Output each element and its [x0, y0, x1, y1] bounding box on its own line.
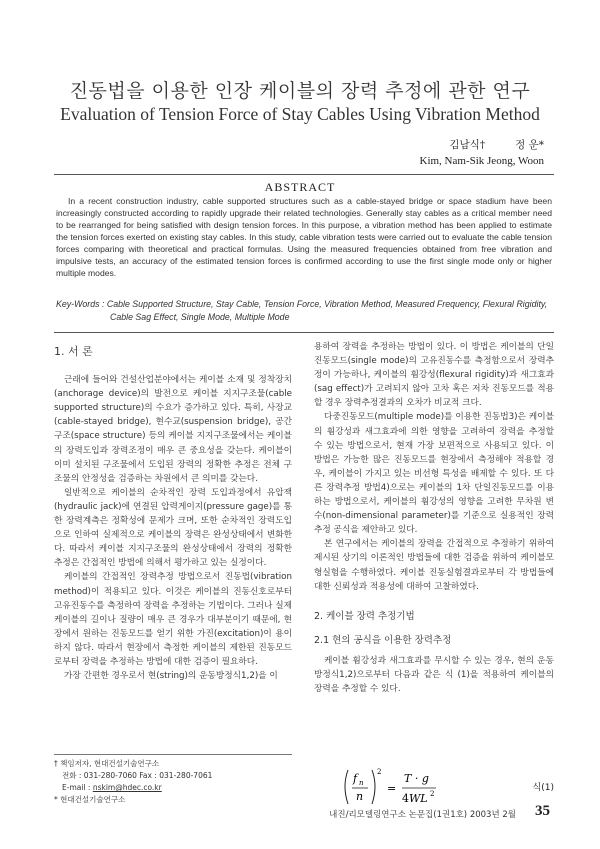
svg-text:f: f	[353, 772, 358, 785]
author-name-2-ko: 정 운*	[515, 139, 544, 151]
keywords-list: Cable Supported Structure, Stay Cable, Tension Force, Vibration Method, Measured Frequency, Flexural Rigidity, Cable Sag Effect, Single Mode, Multiple Mode	[106, 299, 548, 322]
left-column	[54, 340, 292, 683]
subsection-2-1-paragraph: 케이블 휨강성과 새그효과를 무시할 수 있는 경우, 현의 운동방정식1,2)으로부터 다음과 같은 식 (1)을 적용하여 케이블의 장력을 추정할 수 있다.	[314, 655, 554, 695]
footnote-affiliation: * 현대건설기술연구소	[54, 795, 126, 804]
abstract-top-rule	[54, 174, 554, 175]
svg-text:T · g: T · g	[404, 772, 429, 785]
svg-text:2: 2	[430, 790, 435, 798]
keywords-bottom-rule	[54, 332, 554, 333]
section-2-title: 2. 케이블 장력 추정기법	[314, 610, 415, 622]
paper-title-korean: 진동법을 이용한 인장 케이블의 장력 추정에 관한 연구	[69, 80, 531, 102]
abstract-text: In a recent construction industry, cable supported structures such as a cable-stayed bridge or space stadium have been increasingly constructed according to rapidly upgrade their related technologies. Generally stay cables as a critical member need to be rearranged for being satisfied with design tension forces. In this purpose, a vibration method has been applied to estimate the tension forces exerted on existing stay cables. In this study, cable vibration tests were carried out to evaluate the cable tension forces comparing with theoretical and practical formulas. Using the measured frequencies obtained from free vibration and impulsive tests, an accuracy of the estimated tension forces is confirmed according to use the first single mode only or higher multiple modes.	[56, 196, 552, 278]
intro-paragraph-5: 용하여 장력을 추정하는 방법이 있다. 이 방법은 케이블의 단일진동모드(single mode)의 고유진동수를 측정함으로서 장력추정이 가능하나, 케이블의 휨강성(flexural rigidity)과 새그효과(sag effect)가 고려되지 않아 고차 혹은 저차 진동모드를 적용할 경우 장력추정결과의 오차가 비교적 크다.	[314, 342, 554, 409]
svg-text:n: n	[356, 790, 364, 803]
author-names-en: Kim, Nam-Sik Jeong, Woon	[419, 155, 544, 167]
footnote-email-link[interactable]: nskim@hdec.co.kr	[92, 783, 162, 792]
author-name-1-ko: 김남식†	[449, 139, 486, 151]
keywords-block	[56, 298, 556, 324]
section-1-title: 1. 서 론	[54, 345, 93, 358]
equation-1-label: 식(1)	[532, 783, 554, 793]
intro-paragraph-7: 본 연구에서는 케이블의 장력을 간접적으로 추정하기 위하여 제시된 상기의 이론적인 방법들에 대한 검증을 위하여 케이블모형실험을 수행하였다. 케이블 진동실험결과로부터 각 방법들에 대한 신뢰성과 적용성에 대하여 고찰하였다.	[314, 539, 554, 592]
page-number: 35	[535, 803, 550, 819]
keywords-label: Key-Words :	[56, 299, 105, 309]
footnote-corresponding-author: † 책임저자, 현대건설기술연구소	[54, 759, 160, 768]
right-column	[314, 340, 554, 696]
journal-footer: 내진/리모델링연구소 논문집(1권1호) 2003년 2월	[329, 810, 516, 820]
svg-text:4WL: 4WL	[402, 792, 428, 805]
svg-text:2: 2	[377, 768, 382, 776]
intro-paragraph-1: 근래에 들어와 건설산업분야에서는 케이블 소재 및 정착장치(anchorage device)의 발전으로 케이블 지지구조물(cable supported structure)의 수요가 증가하고 있다. 특히, 사장교(cable-stayed bridge), 현수교(suspension bridge), 공간구조(space structure) 등의 케이블 지지구조물에서는 케이블의 장력도입과 장력조정이 매우 큰 중요성을 갖는다. 케이블이 이미 설치된 구조물에서 도입된 장력의 정확한 추정은 전체 구조물의 안정성을 검증하는 차원에서 큰 의미를 갖는다.	[54, 375, 292, 484]
footnote-email-label: E-mail :	[62, 783, 93, 792]
equation-1-formula	[340, 764, 490, 814]
abstract-heading: ABSTRACT	[264, 180, 336, 194]
footnote-phone-fax: 전화 : 031-280-7060 Fax : 031-280-7061	[62, 771, 213, 780]
subsection-2-1-title: 2.1 현의 공식을 이용한 장력추정	[314, 634, 452, 646]
paper-title-english: Evaluation of Tension Force of Stay Cables Using Vibration Method	[60, 104, 540, 124]
footnote-email-line	[54, 782, 292, 794]
equation-1	[340, 764, 554, 814]
svg-text:n: n	[359, 779, 364, 787]
footnotes	[54, 754, 292, 806]
author-block	[420, 137, 545, 169]
svg-text:=: =	[387, 782, 397, 795]
intro-paragraph-2: 일반적으로 케이블의 순차적인 장력 도입과정에서 유압잭(hydraulic jack)에 연결된 압력게이지(pressure gage)를 통한 장력계측은 정확성에 문제가 크며, 또한 순차적인 장력도입으로 인하여 실제적으로 케이블의 장력은 완성상태에서 변화한다. 따라서 케이블 지지구조물의 완성상태에서 장력의 정확한 추정은 간접적인 방법에 의해서 평가하고 있는 실정이다.	[54, 487, 292, 569]
intro-paragraph-4: 가장 간편한 경우로서 현(string)의 운동방정식1,2)을 이	[64, 671, 278, 682]
intro-paragraph-6: 다중진동모드(multiple mode)를 이용한 진동법3)은 케이블의 휨강성과 새그효과에 의한 영향을 고려하여 장력을 추정할 수 있는 방법으로서, 현재 가장 보편적으로 사용되고 있다. 이 방법은 가능한 많은 진동모드를 현장에서 측정해야 적용할 경우, 케이블이 가지고 있는 비선형 특성을 배제할 수 있다. 또 다른 장력추정 방법4)으로는 케이블의 1차 단일진동모드를 이용하는 방법으로서, 케이블의 휨강성의 영향을 고려한 무차원 변수(non-dimensional parameter)를 기준으로 실용적인 장력추정 공식을 제안하고 있다.	[314, 412, 554, 536]
intro-paragraph-3: 케이블의 간접적인 장력추정 방법으로서 진동법(vibration method)이 적용되고 있다. 이것은 케이블의 진동신호로부터 고유진동수를 측정하여 장력을 추정하는 기법이다. 그러나 실제 케이블의 길이나 질량이 매우 큰 경우가 대부분이기 때문에, 현장에서 원하는 진동모드를 얻기 위한 가진(excitation)이 용이하지 않다. 따라서 현장에서 측정한 케이블의 제한된 진동모드로부터 장력을 추정하는 방법에 대한 검증이 필요하다.	[54, 572, 292, 667]
